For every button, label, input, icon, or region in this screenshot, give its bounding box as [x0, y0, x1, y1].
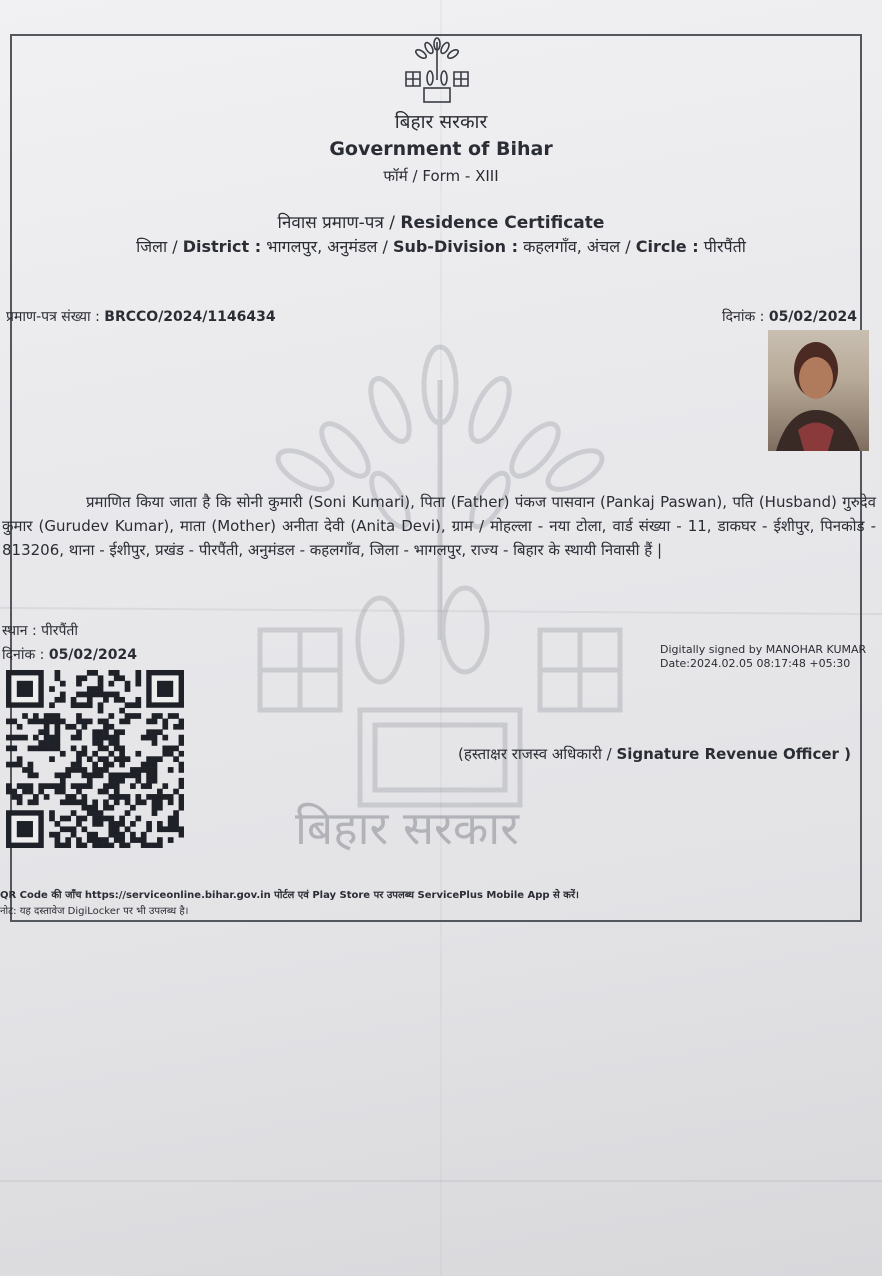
place-date-value: 05/02/2024	[48, 647, 137, 663]
watermark-text: बिहार सरकार	[295, 801, 519, 855]
district-line	[0, 235, 882, 257]
qr-code-icon	[6, 670, 184, 848]
header-english-title: Government of Bihar	[329, 138, 553, 160]
circle-label: Circle :	[635, 237, 699, 256]
subdivision-label: Sub-Division :	[392, 237, 518, 256]
certificate-number	[6, 307, 276, 326]
certificate-title	[0, 210, 882, 233]
certificate-date	[722, 307, 857, 326]
place-label: स्थान :	[2, 623, 42, 639]
place-value: पीरपैंती	[41, 623, 79, 639]
certificate-number-value: BRCCO/2024/1146434	[104, 309, 276, 325]
footer-digilocker-note: नोट: यह दस्तावेज DigiLocker पर भी उपलब्ध है।	[0, 906, 189, 917]
digital-signature	[660, 643, 866, 671]
subdivision-value: कहलगाँव, अंचल /	[517, 237, 636, 256]
signature-label-english: Signature Revenue Officer )	[616, 745, 852, 763]
circle-value: पीरपैंती	[698, 237, 746, 256]
bihar-emblem-icon	[402, 36, 472, 106]
district-label: District :	[182, 237, 262, 256]
digital-signature-date: Date:2024.02.05 08:17:48 +05:30	[660, 657, 851, 670]
district-prefix: जिला /	[136, 237, 183, 256]
digital-signature-signer: Digitally signed by MANOHAR KUMAR	[660, 643, 867, 656]
certificate-body-text: प्रमाणित किया जाता है कि सोनी कुमारी (Soni Kumari), पिता (Father) पंकज पासवान (Pankaj Paswan), पति (Husband) गुरुदेव कुमार (Gurudev Kumar), माता (Mother) अनीता देवी (Anita Devi), ग्राम / मोहल्ला - नया टोला, वार्ड संख्या - 11, डाकघर - ईशीपुर, पिनकोड - 813206, थाना - ईशीपुर, प्रखंड - पीरपैंती, अनुमंडल - कहलगाँव, जिला - भागलपुर, राज्य - बिहार के स्थायी निवासी हैं |	[2, 493, 876, 559]
place-date-label: दिनांक :	[2, 647, 49, 663]
district-value: भागलपुर, अनुमंडल /	[261, 237, 393, 256]
form-number: फॉर्म / Form - XIII	[383, 167, 499, 185]
bihar-emblem-watermark-icon	[250, 340, 630, 810]
certificate-title-english: Residence Certificate	[400, 213, 605, 233]
applicant-photo	[768, 330, 869, 451]
certificate-title-hindi: निवास प्रमाण-पत्र /	[277, 213, 401, 233]
place	[2, 621, 78, 640]
certificate-number-label: प्रमाण-पत्र संख्या :	[6, 309, 105, 325]
certificate-date-label: दिनांक :	[722, 309, 769, 325]
header-hindi-title: बिहार सरकार	[394, 111, 488, 133]
place-date	[2, 645, 137, 664]
signature-label-hindi: (हस्ताक्षर राजस्व अधिकारी /	[458, 745, 617, 763]
applicant-photo-icon	[768, 330, 869, 451]
footer-qr-note: QR Code की जाँच https://serviceonline.bihar.gov.in पोर्टल एवं Play Store पर उपलब्ध ServicePlus Mobile App से करें।	[0, 890, 579, 901]
certificate-date-value: 05/02/2024	[768, 309, 857, 325]
signature-line	[458, 744, 851, 764]
